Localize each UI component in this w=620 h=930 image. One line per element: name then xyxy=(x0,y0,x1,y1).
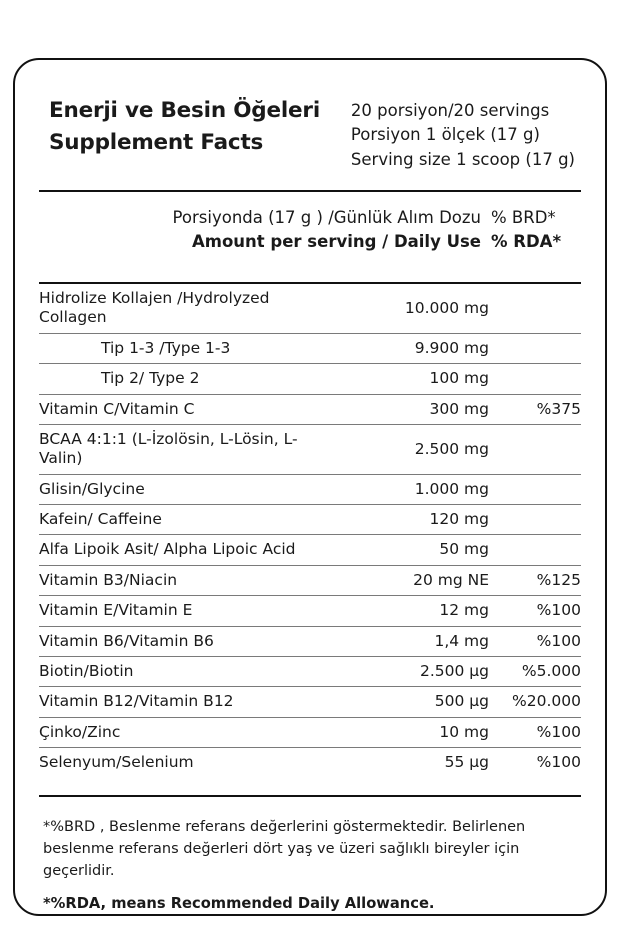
panel-titles xyxy=(49,96,320,157)
ingredient-rda xyxy=(489,333,581,363)
ingredient-rda: %100 xyxy=(489,717,581,747)
title-english: Supplement Facts xyxy=(49,130,264,156)
table-row xyxy=(39,687,581,717)
servings-count: 20 porsiyon/20 servings xyxy=(350,101,550,120)
supplement-facts-panel xyxy=(13,58,607,916)
rda-header-turkish: % BRD* xyxy=(491,208,556,228)
column-headers xyxy=(39,192,581,264)
ingredient-rda xyxy=(489,535,581,565)
ingredient-rda: %125 xyxy=(489,565,581,595)
ingredient-rda: %100 xyxy=(489,596,581,626)
ingredient-amount: 500 µg xyxy=(339,687,489,717)
ingredient-amount: 2.500 µg xyxy=(339,656,489,686)
ingredient-amount: 1,4 mg xyxy=(339,626,489,656)
footnote-rda: *%RDA, means Recommended Daily Allowance. xyxy=(43,894,435,912)
ingredient-rda xyxy=(489,474,581,504)
table-row xyxy=(39,596,581,626)
table-row xyxy=(39,333,581,363)
ingredient-name: Vitamin E/Vitamin E xyxy=(39,596,339,626)
footnote-brd: *%BRD , Beslenme referans değerlerini göstermektedir. Belirlenen beslenme referans değerleri dört yaş ve üzeri sağlıklı bireyler için geçerlidir. xyxy=(43,819,526,879)
ingredient-amount: 120 mg xyxy=(339,505,489,535)
ingredient-amount: 50 mg xyxy=(339,535,489,565)
ingredient-name: Selenyum/Selenium xyxy=(39,748,339,778)
ingredient-rda xyxy=(489,424,581,474)
ingredient-name: Vitamin B12/Vitamin B12 xyxy=(39,687,339,717)
footnotes xyxy=(39,817,581,911)
table-row xyxy=(39,474,581,504)
ingredient-name: Hidrolize Kollajen /Hydrolyzed Collagen xyxy=(39,289,270,327)
table-row xyxy=(39,748,581,778)
nutrition-table xyxy=(39,284,581,777)
ingredient-rda: %5.000 xyxy=(489,656,581,686)
ingredient-amount: 10.000 mg xyxy=(404,298,489,317)
ingredient-rda: %100 xyxy=(489,748,581,778)
ingredient-name: BCAA 4:1:1 (L-İzolösin, L-Lösin, L-Valin) xyxy=(39,424,339,474)
ingredient-rda: %100 xyxy=(489,626,581,656)
ingredient-amount: 1.000 mg xyxy=(339,474,489,504)
ingredient-rda: %20.000 xyxy=(489,687,581,717)
ingredient-name: Tip 1-3 /Type 1-3 xyxy=(39,333,339,363)
table-row xyxy=(39,424,581,474)
ingredient-name: Biotin/Biotin xyxy=(39,656,339,686)
amount-header-turkish: Porsiyonda (17 g ) /Günlük Alım Dozu xyxy=(172,208,481,228)
amount-header-english: Amount per serving / Daily Use xyxy=(192,232,481,252)
ingredient-rda xyxy=(489,505,581,535)
table-row xyxy=(39,535,581,565)
ingredient-name: Vitamin B3/Niacin xyxy=(39,565,339,595)
ingredient-amount: 100 mg xyxy=(339,364,489,394)
table-row xyxy=(39,717,581,747)
table-row xyxy=(39,505,581,535)
table-row xyxy=(39,626,581,656)
title-turkish: Enerji ve Besin Öğeleri xyxy=(49,98,320,123)
ingredient-name: Glisin/Glycine xyxy=(39,474,339,504)
ingredient-rda xyxy=(489,364,581,394)
ingredient-amount: 300 mg xyxy=(339,394,489,424)
amount-column-header xyxy=(39,206,491,254)
ingredient-amount: 55 µg xyxy=(339,748,489,778)
ingredient-amount: 10 mg xyxy=(339,717,489,747)
ingredient-name: Alfa Lipoik Asit/ Alpha Lipoic Acid xyxy=(39,535,339,565)
ingredient-amount: 20 mg NE xyxy=(339,565,489,595)
ingredient-name: Kafein/ Caffeine xyxy=(39,505,339,535)
rda-header-english: % RDA* xyxy=(491,232,562,252)
ingredient-name: Çinko/Zinc xyxy=(39,717,339,747)
nutrition-table-body xyxy=(39,284,581,777)
ingredient-name: Tip 2/ Type 2 xyxy=(39,364,339,394)
rda-column-header xyxy=(491,206,581,254)
table-row xyxy=(39,656,581,686)
ingredient-name: Vitamin C/Vitamin C xyxy=(39,394,339,424)
ingredient-amount: 2.500 mg xyxy=(339,424,489,474)
serving-size-turkish: Porsiyon 1 ölçek (17 g) xyxy=(350,125,540,145)
ingredient-amount: 9.900 mg xyxy=(339,333,489,363)
ingredient-name: Vitamin B6/Vitamin B6 xyxy=(39,626,339,656)
ingredient-amount: 12 mg xyxy=(339,596,489,626)
ingredient-rda: %375 xyxy=(489,394,581,424)
ingredient-rda xyxy=(489,284,581,333)
serving-size-english: Serving size 1 scoop (17 g) xyxy=(350,149,575,169)
table-row xyxy=(39,394,581,424)
table-row xyxy=(39,565,581,595)
table-row xyxy=(39,284,581,333)
table-bottom-divider xyxy=(39,795,581,797)
panel-header xyxy=(39,90,581,172)
table-row xyxy=(39,364,581,394)
serving-info xyxy=(351,96,579,172)
